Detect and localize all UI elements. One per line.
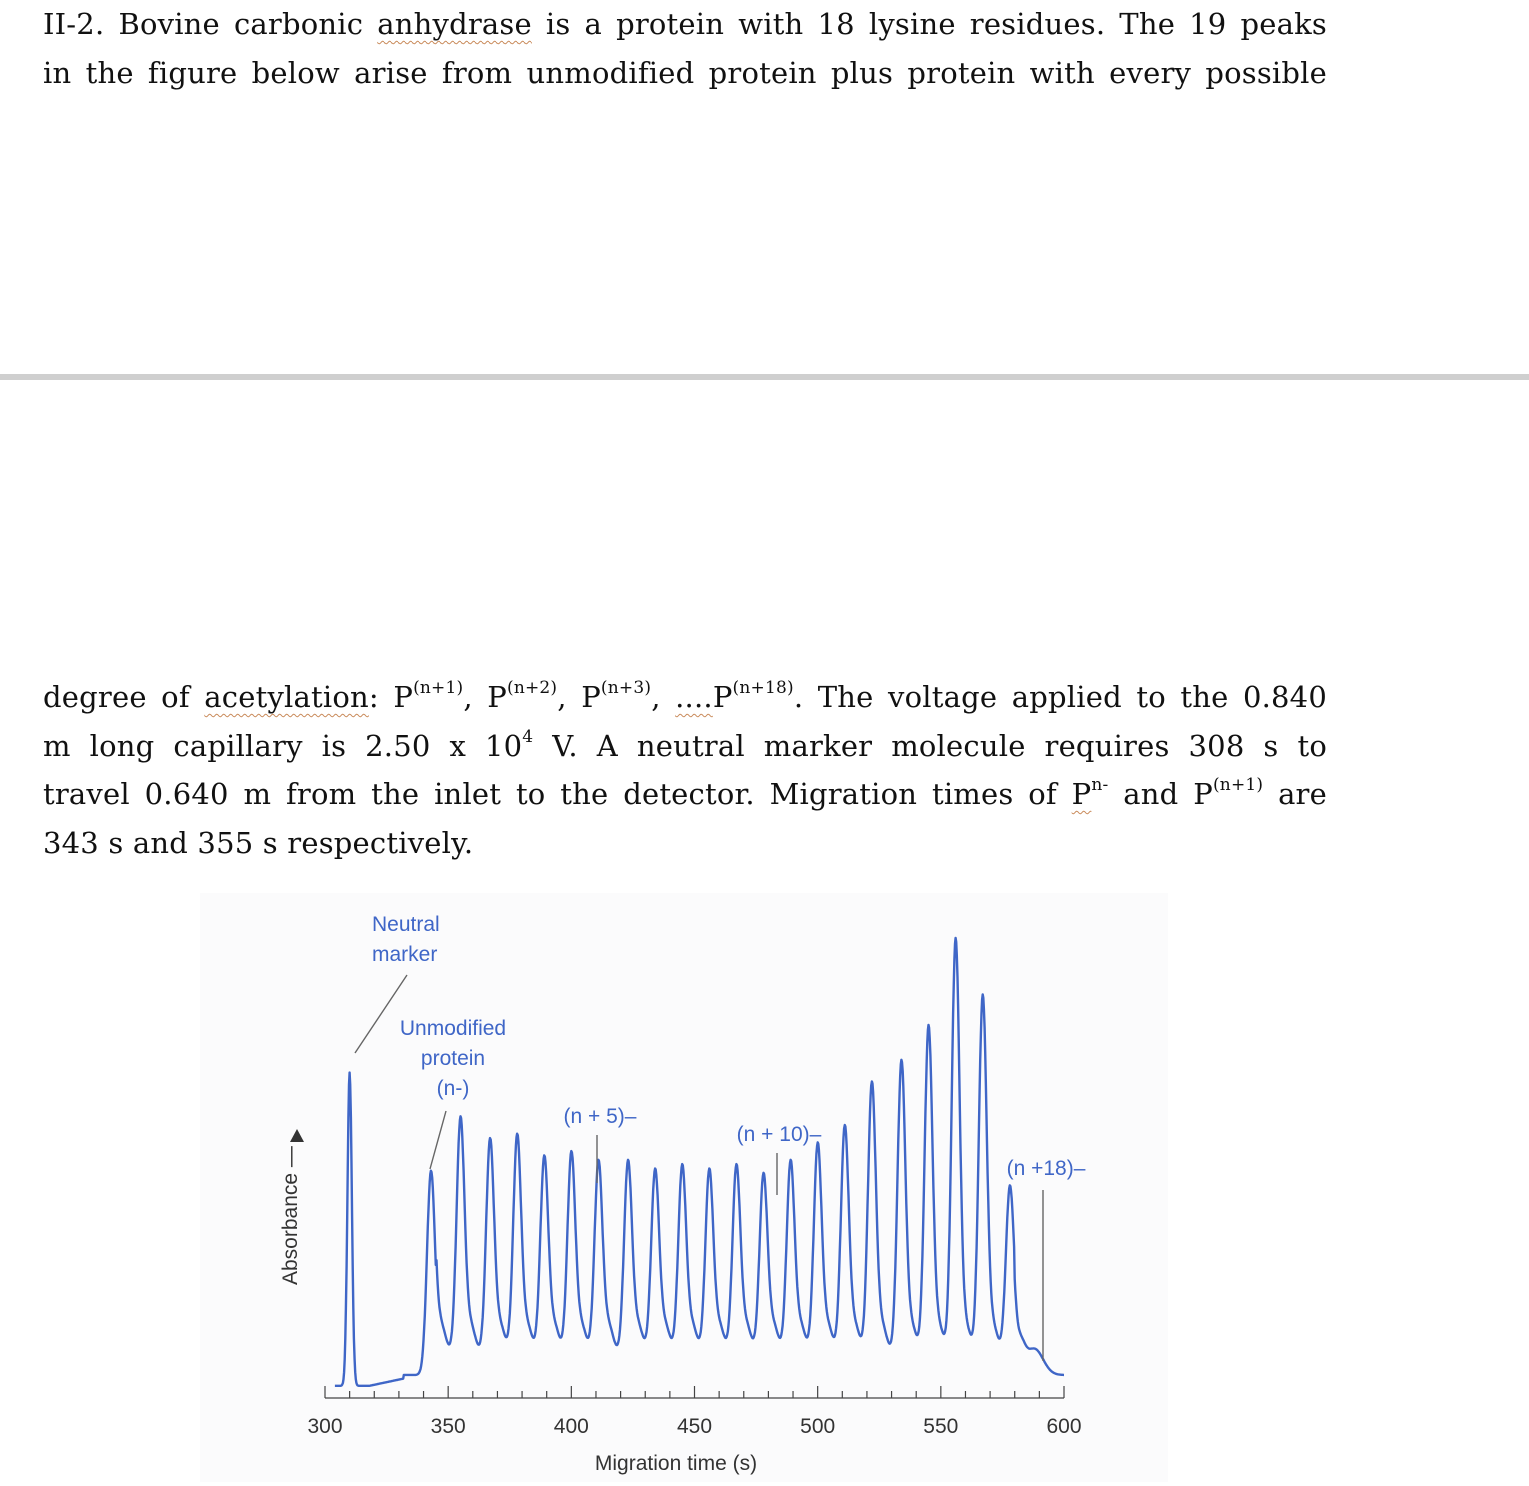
question-line: in the figure below arise from unmodified protein plus protein with every possible xyxy=(43,55,1327,90)
page-divider xyxy=(0,374,1529,380)
plot-layer xyxy=(335,938,1064,1386)
unmodified-protein-leader xyxy=(430,1111,446,1169)
question-paragraph-2 xyxy=(43,673,1327,867)
superscript: 4 xyxy=(522,726,534,747)
x-tick-label: 500 xyxy=(800,1415,836,1438)
y-axis-label: Absorbance — xyxy=(279,1146,302,1285)
x-tick-label: 350 xyxy=(430,1415,466,1438)
spellcheck-word: .... xyxy=(675,680,713,714)
x-tick-label: 400 xyxy=(553,1415,589,1438)
spellcheck-word: anhydrase xyxy=(377,7,532,41)
x-tick-label: 450 xyxy=(676,1415,713,1438)
n-plus-10-label: (n + 10)– xyxy=(736,1123,822,1146)
question-line: travel 0.640 m from the inlet to the detector. Migration times of $P^{n-}$ and $P^{(n+1)}$ are xyxy=(43,775,1327,811)
electropherogram-chart xyxy=(200,893,1168,1482)
absorbance-trace xyxy=(335,938,1064,1386)
x-tick-label: 600 xyxy=(1046,1415,1082,1438)
superscript: (n+1) xyxy=(413,678,464,698)
superscript: n- xyxy=(1091,775,1109,795)
x-tick-label: 300 xyxy=(307,1415,343,1438)
superscript: (n+2) xyxy=(506,678,558,698)
superscript: (n+1) xyxy=(1212,775,1264,795)
question-line: degree of acetylation: $P^{(n+1)}$, $P^{(n+2)}$, $P^{(n+3)}$, $....P^{(n+18)}$. The voltage applied to the 0.840 xyxy=(43,678,1327,714)
neutral-marker-leader xyxy=(355,975,407,1053)
text-span: II-2. Bovine carbonic xyxy=(43,7,378,41)
question-paragraph-1 xyxy=(43,0,1327,97)
x-tick-label: 550 xyxy=(923,1415,959,1438)
n-plus-18-label: (n +18)– xyxy=(1006,1157,1086,1180)
text-span: is a protein with 18 lysine residues. The 19 peaks xyxy=(531,7,1327,41)
spellcheck-word: acetylation xyxy=(204,680,369,714)
y-axis-arrow-icon xyxy=(290,1129,304,1142)
x-axis-label: Migration time (s) xyxy=(594,1452,758,1475)
electropherogram-figure xyxy=(200,893,1168,1482)
question-line xyxy=(43,0,1327,49)
superscript: (n+18) xyxy=(732,678,794,698)
neutral-marker-label: Neutral marker xyxy=(372,913,440,966)
superscript: (n+3) xyxy=(600,678,652,698)
question-line: 343 s and 355 s respectively. xyxy=(43,825,474,860)
question-line: m long capillary is 2.50 x $10^4$ V. A neutral marker molecule requires 308 s to xyxy=(43,726,1327,763)
spellcheck-word: P xyxy=(1071,777,1092,811)
unmodified-protein-label: Unmodified protein (n-) xyxy=(399,1017,507,1100)
axis-layer xyxy=(307,1386,1081,1438)
n-plus-5-label: (n + 5)– xyxy=(563,1105,637,1128)
